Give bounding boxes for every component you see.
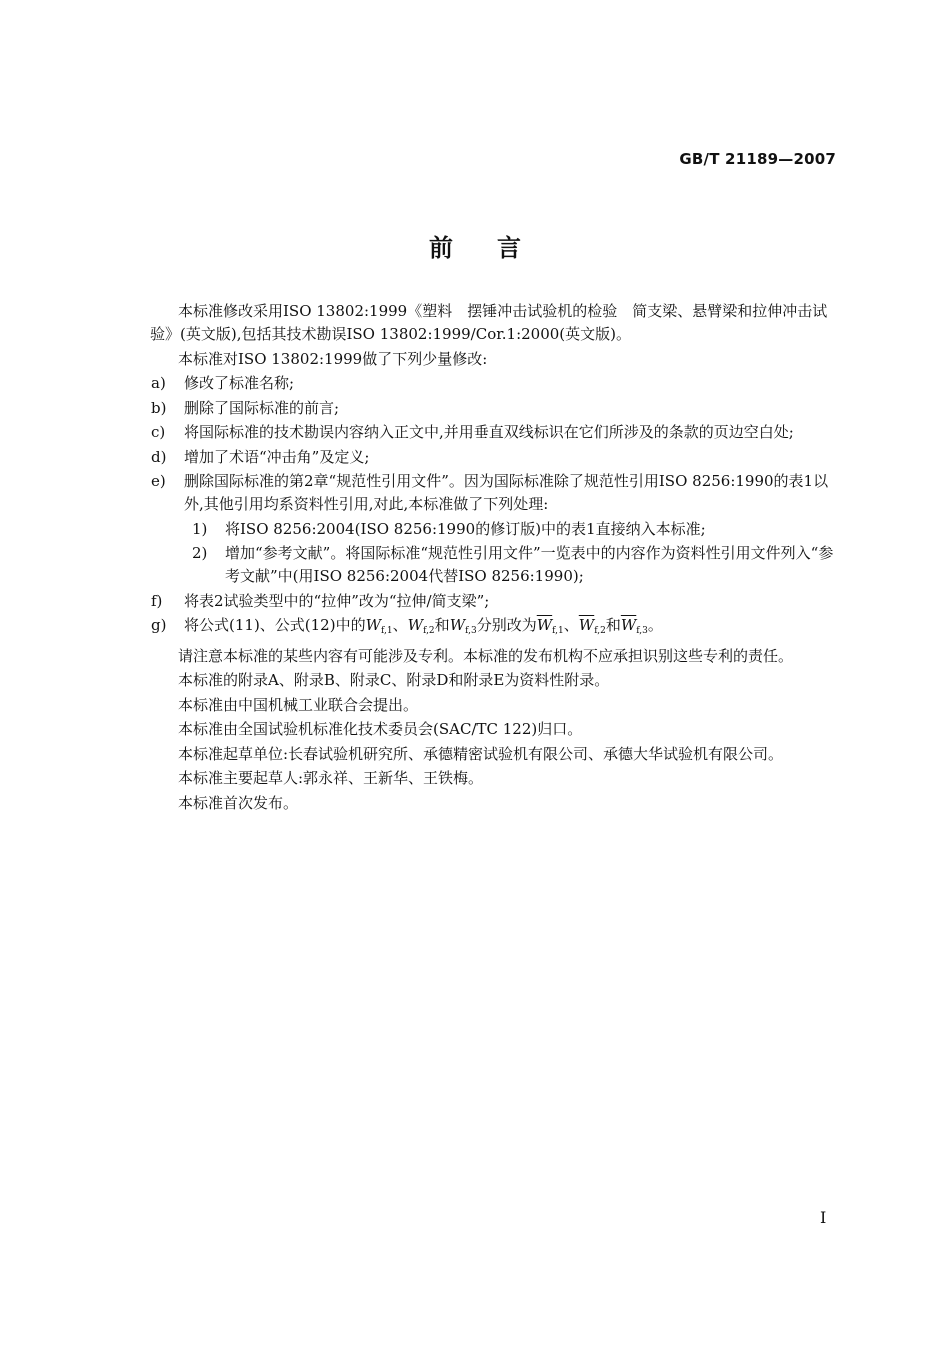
list-marker: d) [151, 447, 167, 466]
intro-modifications: 本标准对ISO 13802:1999做了下列少量修改: [178, 349, 488, 368]
list-item-formula [150, 614, 838, 643]
subscript: f,2 [423, 626, 435, 636]
subscript: f,1 [552, 626, 564, 636]
list-text: 将国际标准的技术勘误内容纳入正文中,并用垂直双线标识在它们所涉及的条款的页边空白处; [184, 423, 794, 441]
separator: 、 [563, 616, 579, 634]
and-word: 和 [605, 616, 621, 634]
list-text: 修改了标准名称; [184, 374, 295, 392]
separator: 、 [392, 616, 408, 634]
list-text: 将表2试验类型中的“拉伸”改为“拉伸/简支梁”; [184, 591, 490, 610]
list-text: 增加了术语“冲击角”及定义; [184, 447, 370, 466]
end-punct: 。 [647, 616, 663, 634]
list-marker: g) [151, 616, 167, 634]
subscript: f,3 [465, 626, 477, 636]
subscript: f,2 [594, 626, 606, 636]
symbol-w-bar: $\overline{W}$ [536, 616, 553, 634]
list-item [150, 590, 838, 613]
symbol-w: W [365, 616, 382, 634]
sub-list-text: 将ISO 8256:2004(ISO 8256:1990的修订版)中的表1直接纳入本标准; [225, 519, 706, 538]
list-marker: b) [151, 398, 167, 417]
symbol-w: W [449, 616, 466, 634]
symbol-w-bar: $\overline{W}$ [620, 616, 637, 634]
list-marker: e) [151, 472, 166, 490]
list-marker: c) [151, 423, 166, 441]
list-item [150, 446, 838, 469]
formula-text [184, 614, 838, 643]
drafters: 本标准主要起草人:郭永祥、王新华、王铁梅。 [178, 769, 484, 787]
first-release: 本标准首次发布。 [178, 793, 299, 812]
appendix-note: 本标准的附录A、附录B、附录C、附录D和附录E为资料性附录。 [178, 671, 610, 689]
sub-list-text: 增加“参考文献”。将国际标准“规范性引用文件”一览表中的内容作为资料性引用文件列入“参考文献”中(用ISO 8256:2004代替ISO 8256:1990); [225, 544, 834, 585]
and-word: 和 [434, 616, 450, 634]
proposer-note: 本标准由中国机械工业联合会提出。 [178, 695, 419, 714]
subscript: f,3 [636, 626, 648, 636]
sub-list-marker: 2) [192, 544, 208, 562]
page-title: 前言 [429, 234, 565, 262]
list-marker: a) [151, 374, 166, 392]
list-item [150, 470, 838, 516]
page-number: I [820, 1208, 827, 1227]
list-item [150, 397, 838, 420]
list-item [150, 372, 838, 395]
symbol-w: W [407, 616, 424, 634]
sub-list-item [183, 518, 838, 541]
committee-note: 本标准由全国试验机标准化技术委员会(SAC/TC 122)归口。 [178, 720, 583, 738]
middle-text: 分别改为 [476, 616, 537, 634]
list-item [150, 421, 838, 444]
symbol-w-bar: $\overline{W}$ [578, 616, 595, 634]
standard-number: GB/T 21189—2007 [679, 150, 836, 168]
sub-list-item [183, 542, 838, 588]
list-text: 删除了国际标准的前言; [184, 398, 340, 417]
formula-prefix: 将公式(11)、公式(12)中的 [184, 616, 366, 634]
subscript: f,1 [381, 626, 393, 636]
intro-paragraph: 本标准修改采用ISO 13802:1999《塑料 摆锤冲击试验机的检验 简支梁、悬臂梁和拉伸冲击试验》(英文版),包括其技术勘误ISO 13802:1999/Cor.1:2000(英文版)。 [150, 302, 828, 343]
list-text: 删除国际标准的第2章“规范性引用文件”。因为国际标准除了规范性引用ISO 8256:1990的表1以外,其他引用均系资料性引用,对此,本标准做了下列处理: [184, 472, 829, 513]
sub-list-marker: 1) [192, 519, 208, 538]
document-body [150, 300, 838, 816]
list-marker: f) [151, 591, 163, 610]
drafting-units: 本标准起草单位:长春试验机研究所、承德精密试验机有限公司、承德大华试验机有限公司。 [178, 744, 784, 763]
patent-notice: 请注意本标准的某些内容有可能涉及专利。本标准的发布机构不应承担识别这些专利的责任。 [178, 646, 794, 665]
